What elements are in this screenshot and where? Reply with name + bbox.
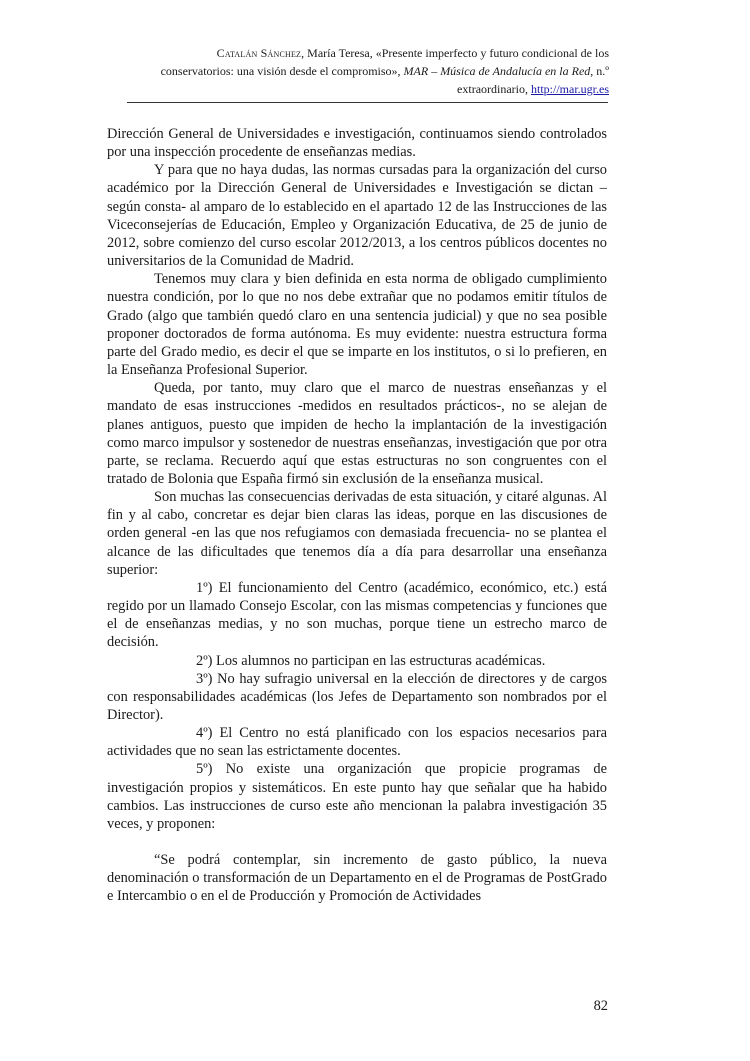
list-item: 2º) Los alumnos no participan en las estructuras académicas.: [196, 652, 546, 669]
quotation: “Se podrá contemplar, sin incremento de gasto público, la nueva denominación o transformación de un Departamento en el de Programas de PostGrado e Intercambio o en el de Producción y Promoción de Actividades: [107, 852, 607, 905]
header-line-1: [139, 44, 609, 62]
paragraph: Y para que no haya dudas, las normas cursadas para la organización del curso académico por la Dirección General de Universidades e Investigación se dictan –según consta- al amparo de lo establecido en el apartado 12 de las Instrucciones de las Viceconsejerías de Educación, Empleo y Organización Educativa, de 25 de junio de 2012, sobre comienzo del curso escolar 2012/2013, a los centros públicos docentes no universitarios de la Comunidad de Madrid.: [107, 162, 607, 270]
header-line-3: [139, 80, 609, 98]
list-item: 4º) El Centro no está planificado con los espacios necesarios para actividades que no sean las estrictamente docentes.: [107, 725, 607, 760]
page-number: 82: [593, 998, 608, 1014]
header-divider: [127, 102, 608, 103]
paragraph-continuation: Dirección General de Universidades e investigación, continuamos siendo controlados por una inspección procedente de enseñanzas medias.: [107, 126, 607, 161]
header-journal-name: MAR – Música de Andalucía en la Red: [403, 64, 591, 78]
list-item: 1º) El funcionamiento del Centro (académico, económico, etc.) está regido por un llamado Consejo Escolar, con las mismas competencias y funciones que el de enseñanzas medias, y no son muchas, porque tiene un estrecho marco de decisión.: [107, 579, 607, 651]
journal-link[interactable]: http://mar.ugr.es: [531, 82, 609, 96]
header-line-2: [139, 62, 609, 80]
body-text: [107, 125, 607, 906]
header-authors: Catalán Sánchez: [216, 46, 302, 60]
paragraph: Tenemos muy clara y bien definida en esta norma de obligado cumplimiento nuestra condición, por lo que no nos debe extrañar que no podamos emitir títulos de Grado (algo que también quedó claro en una sentencia judicial) y que no sea posible proponer doctorados de forma autónoma. Es muy evidente: nuestra estructura forma parte del Grado medio, es decir el que se imparte en los institutos, o si lo prefieren, en la Enseñanza Profesional Superior.: [107, 271, 607, 379]
header-issue-type: extraordinario,: [457, 82, 531, 96]
running-header: [139, 44, 609, 98]
paragraph: Son muchas las consecuencias derivadas de esta situación, y citaré algunas. Al fin y al cabo, concretar es dejar bien claras las ideas, porque en las discusiones de orden general -en las que nos refugiamos con demasiada frecuencia- no se plantea el alcance de las dificultades que tenemos día a día para desarrollar una enseñanza superior:: [107, 489, 607, 578]
list-item: 5º) No existe una organización que propicie programas de investigación propios y sistemáticos. En este punto hay que señalar que ha habido cambios. Las instrucciones de curso este año mencionan la palabra investigación 35 veces, y proponen:: [107, 761, 607, 832]
header-issue: , n.º: [590, 64, 609, 78]
header-title-part-1: , María Teresa, «Presente imperfecto y futuro condicional de los: [301, 46, 609, 60]
header-title-part-2: conservatorios: una visión desde el compromiso»,: [160, 64, 404, 78]
paragraph: Queda, por tanto, muy claro que el marco de nuestras enseñanzas y el mandato de esas instrucciones -medidos en resultados prácticos-, no se alejan de planes antiguos, puesto que impiden de hecho la implantación de la investigación como marco impulsor y sostenedor de nuestras enseñanzas, investigación que por otra parte, se reclama. Recuerdo aquí que estas estructuras no son congruentes con el tratado de Bolonia que España firmó sin exclusión de la enseñanza musical.: [107, 380, 607, 487]
list-item: 3º) No hay sufragio universal en la elección de directores y de cargos con responsabilidades académicas (los Jefes de Departamento son nombrados por el Director).: [107, 670, 607, 723]
